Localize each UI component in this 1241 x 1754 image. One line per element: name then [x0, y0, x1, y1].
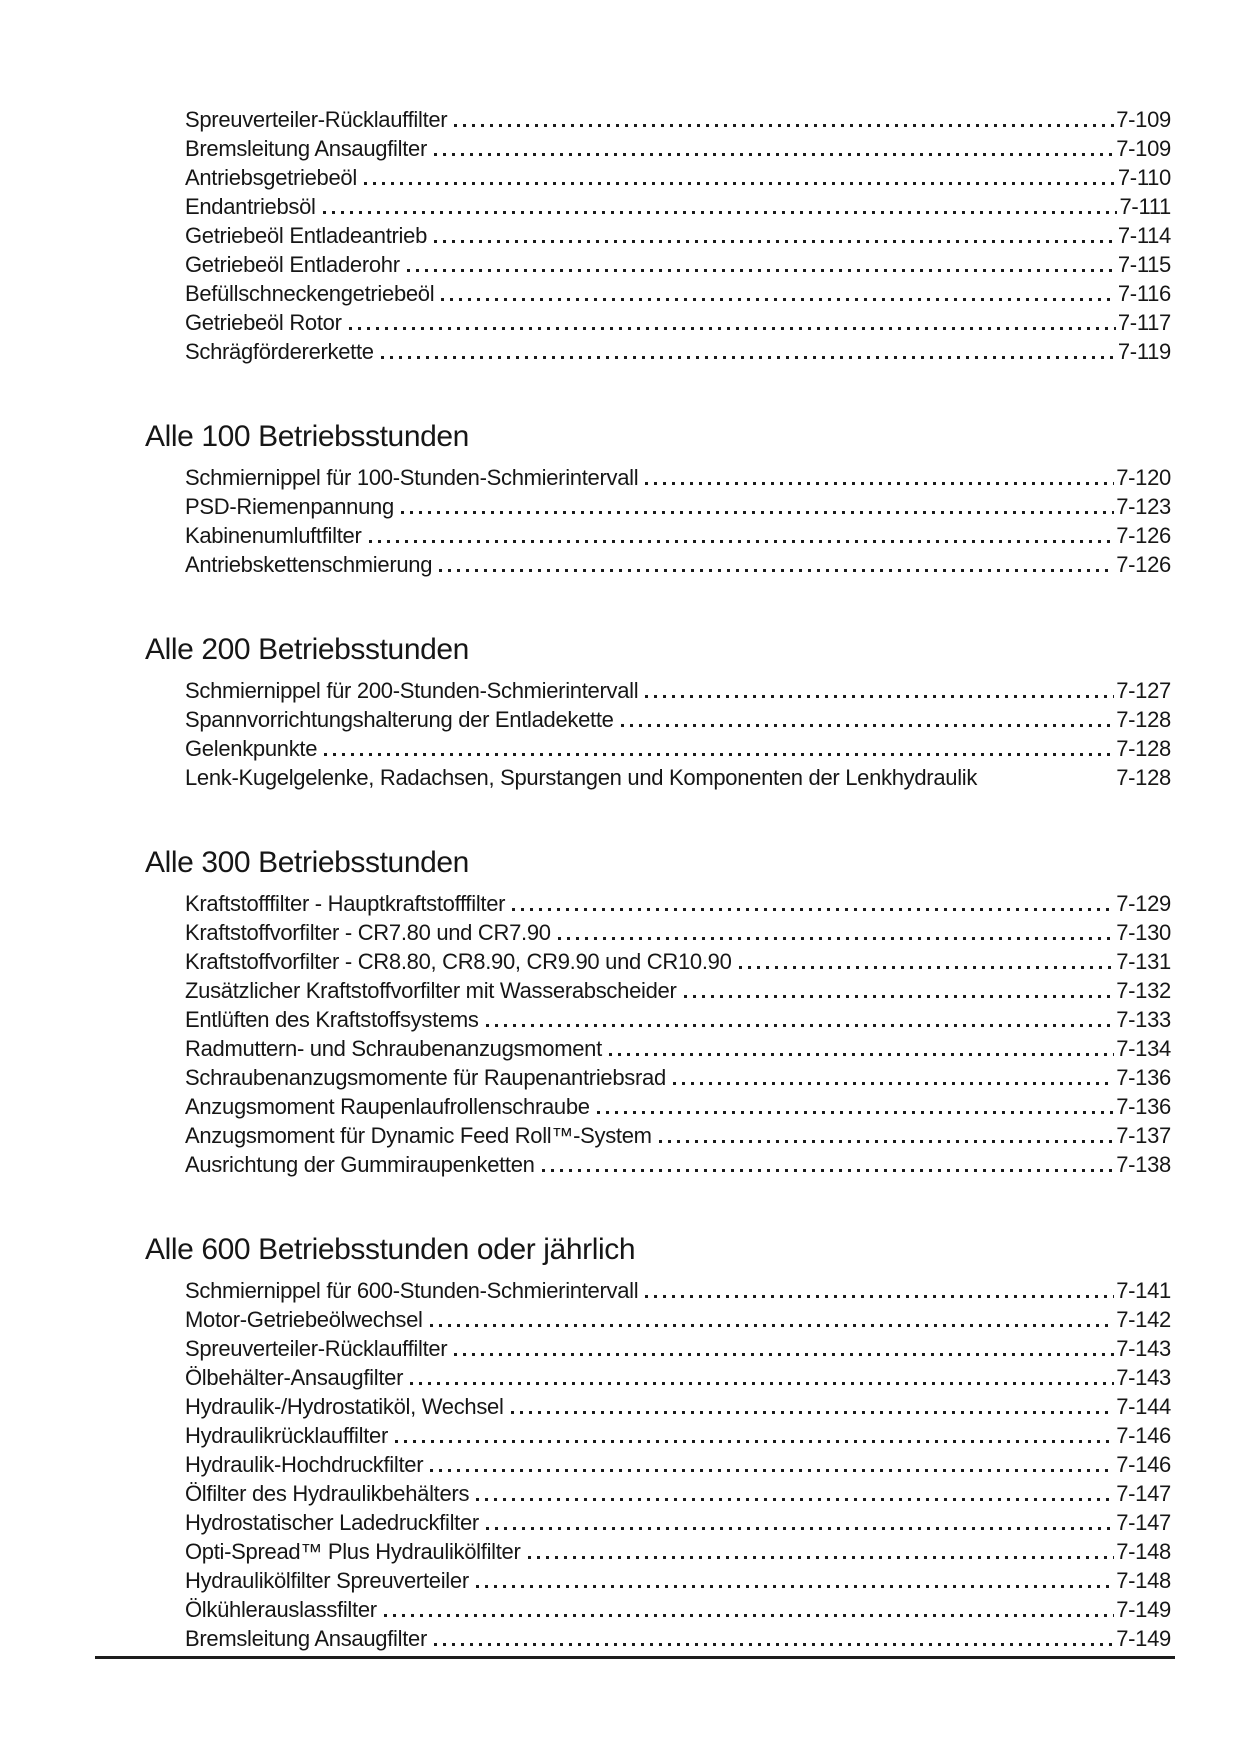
dot-leader	[410, 1382, 1114, 1385]
toc-entry-page-number: 7-119	[1117, 339, 1171, 364]
toc-entry-label: Schrägfördererkette	[185, 339, 374, 364]
toc-entry-page-number: 7-126	[1116, 523, 1171, 548]
toc-entry	[185, 704, 1171, 733]
toc-entry-page-number: 7-130	[1116, 920, 1171, 945]
toc-entry-label: Ölkühlerauslassfilter	[185, 1597, 377, 1622]
toc-entry	[185, 917, 1171, 946]
toc-entry	[185, 249, 1171, 278]
toc-entry-page-number: 7-149	[1116, 1626, 1171, 1651]
toc-entry-label: Antriebsgetriebeöl	[185, 165, 357, 190]
section-entries	[185, 104, 1171, 365]
toc-entry-label: Getriebeöl Entladeantrieb	[185, 223, 427, 248]
toc-entry	[185, 888, 1171, 917]
toc-entry	[185, 1594, 1171, 1623]
toc-entry	[185, 278, 1171, 307]
toc-entry-label: Kabinenumluftfilter	[185, 523, 362, 548]
toc-entry-label: Radmuttern- und Schraubenanzugsmoment	[185, 1036, 602, 1061]
dot-leader	[486, 1024, 1115, 1027]
toc-entry	[185, 975, 1171, 1004]
toc-entry-page-number: 7-143	[1116, 1336, 1171, 1361]
toc-entry-page-number: 7-138	[1116, 1152, 1171, 1177]
toc-entry-label: Schmiernippel für 100-Stunden-Schmierintervall	[185, 465, 639, 490]
dot-leader	[542, 1169, 1115, 1172]
toc-entry-page-number: 7-143	[1116, 1365, 1171, 1390]
toc-entry	[185, 220, 1171, 249]
toc-section	[145, 1233, 1171, 1652]
toc-entry	[185, 1333, 1171, 1362]
toc-entry-page-number: 7-120	[1116, 465, 1171, 490]
toc-entry-label: Entlüften des Kraftstoffsystems	[185, 1007, 479, 1032]
toc-entry-page-number: 7-142	[1116, 1307, 1171, 1332]
toc-entry-label: Hydraulik-/Hydrostatiköl, Wechsel	[185, 1394, 504, 1419]
toc-entry-page-number: 7-123	[1116, 494, 1171, 519]
toc-entry-label: Hydraulikrücklauffilter	[185, 1423, 388, 1448]
toc-entry-page-number: 7-148	[1116, 1568, 1171, 1593]
toc-entry	[185, 733, 1171, 762]
toc-entry	[185, 307, 1171, 336]
dot-leader	[401, 511, 1114, 514]
section-heading: Alle 300 Betriebsstunden	[145, 846, 469, 879]
toc-entry-page-number: 7-116	[1117, 281, 1171, 306]
dot-leader	[364, 182, 1116, 185]
toc-entry	[185, 1120, 1171, 1149]
table-of-contents	[145, 104, 1171, 1652]
toc-entry-label: Schraubenanzugsmomente für Raupenantriebsrad	[185, 1065, 666, 1090]
dot-leader	[395, 1440, 1114, 1443]
dot-leader	[407, 269, 1116, 272]
toc-entry-page-number: 7-111	[1119, 194, 1171, 219]
toc-section	[145, 104, 1171, 365]
dot-leader	[597, 1111, 1115, 1114]
toc-entry-label: Bremsleitung Ansaugfilter	[185, 1626, 427, 1651]
toc-entry	[185, 1391, 1171, 1420]
toc-entry-label: Befüllschneckengetriebeöl	[185, 281, 435, 306]
toc-entry	[185, 1275, 1171, 1304]
toc-entry-page-number: 7-147	[1116, 1510, 1171, 1535]
section-entries	[185, 888, 1171, 1178]
toc-entry	[185, 336, 1171, 365]
dot-leader	[977, 788, 1116, 791]
toc-entry-label: Gelenkpunkte	[185, 736, 318, 761]
toc-entry-page-number: 7-110	[1117, 165, 1171, 190]
dot-leader	[609, 1053, 1114, 1056]
toc-entry-page-number: 7-137	[1116, 1123, 1171, 1148]
dot-leader	[684, 995, 1115, 998]
toc-entry-page-number: 7-148	[1116, 1539, 1171, 1564]
toc-entry-page-number: 7-134	[1116, 1036, 1171, 1061]
toc-entry-label: Ölfilter des Hydraulikbehälters	[185, 1481, 470, 1506]
toc-entry	[185, 1033, 1171, 1062]
toc-entry-page-number: 7-141	[1116, 1278, 1171, 1303]
toc-entry-label: Kraftstofffilter - Hauptkraftstofffilter	[185, 891, 506, 916]
dot-leader	[645, 1295, 1114, 1298]
dot-leader	[476, 1498, 1114, 1501]
toc-entry-label: Lenk-Kugelgelenke, Radachsen, Spurstangen und Komponenten der Lenkhydraulik	[185, 765, 978, 790]
toc-entry	[185, 462, 1171, 491]
dot-leader	[454, 1353, 1114, 1356]
toc-entry	[185, 1091, 1171, 1120]
toc-entry-page-number: 7-128	[1116, 736, 1171, 761]
dot-leader	[659, 1140, 1115, 1143]
dot-leader	[621, 724, 1115, 727]
toc-entry-page-number: 7-109	[1116, 107, 1171, 132]
dot-leader	[324, 753, 1114, 756]
toc-entry-page-number: 7-129	[1116, 891, 1171, 916]
toc-entry	[185, 1449, 1171, 1478]
toc-section	[145, 846, 1171, 1178]
toc-entry-label: Hydrostatischer Ladedruckfilter	[185, 1510, 479, 1535]
toc-entry	[185, 1004, 1171, 1033]
dot-leader	[645, 695, 1114, 698]
toc-entry	[185, 946, 1171, 975]
toc-entry	[185, 133, 1171, 162]
toc-entry-label: Schmiernippel für 200-Stunden-Schmierintervall	[185, 678, 639, 703]
toc-entry	[185, 1507, 1171, 1536]
toc-entry-label: Kraftstoffvorfilter - CR8.80, CR8.90, CR9.90 und CR10.90	[185, 949, 732, 974]
toc-entry-label: Hydraulikölfilter Spreuverteiler	[185, 1568, 469, 1593]
toc-entry-label: Spannvorrichtungshalterung der Entladekette	[185, 707, 614, 732]
toc-entry-label: Ölbehälter-Ansaugfilter	[185, 1365, 404, 1390]
dot-leader	[476, 1585, 1114, 1588]
toc-entry-page-number: 7-117	[1117, 310, 1171, 335]
toc-entry-label: Getriebeöl Rotor	[185, 310, 342, 335]
toc-entry-label: Endantriebsöl	[185, 194, 316, 219]
dot-leader	[739, 966, 1115, 969]
toc-entry	[185, 762, 1171, 791]
toc-entry-page-number: 7-133	[1116, 1007, 1171, 1032]
dot-leader	[349, 327, 1116, 330]
toc-entry-label: Spreuverteiler-Rücklauffilter	[185, 107, 448, 132]
toc-entry	[185, 104, 1171, 133]
dot-leader	[512, 908, 1114, 911]
dot-leader	[511, 1411, 1115, 1414]
toc-entry	[185, 162, 1171, 191]
toc-entry-page-number: 7-128	[1116, 707, 1171, 732]
dot-leader	[434, 240, 1116, 243]
toc-entry-label: Motor-Getriebeölwechsel	[185, 1307, 423, 1332]
toc-entry-page-number: 7-109	[1116, 136, 1171, 161]
toc-entry	[185, 1565, 1171, 1594]
toc-entry	[185, 675, 1171, 704]
toc-entry-page-number: 7-128	[1116, 765, 1171, 790]
dot-leader	[430, 1324, 1115, 1327]
toc-entry-page-number: 7-147	[1116, 1481, 1171, 1506]
toc-entry	[185, 1362, 1171, 1391]
toc-entry-label: Getriebeöl Entladerohr	[185, 252, 400, 277]
toc-section	[145, 420, 1171, 578]
toc-entry	[185, 1149, 1171, 1178]
toc-entry-page-number: 7-146	[1116, 1423, 1171, 1448]
toc-entry-label: Bremsleitung Ansaugfilter	[185, 136, 427, 161]
toc-entry-label: Opti-Spread™ Plus Hydraulikölfilter	[185, 1539, 521, 1564]
section-heading: Alle 600 Betriebsstunden oder jährlich	[145, 1233, 636, 1266]
toc-entry-page-number: 7-144	[1116, 1394, 1171, 1419]
toc-entry-page-number: 7-136	[1116, 1094, 1171, 1119]
toc-entry-label: Kraftstoffvorfilter - CR7.80 und CR7.90	[185, 920, 551, 945]
dot-leader	[454, 124, 1114, 127]
toc-entry	[185, 1623, 1171, 1652]
toc-entry-label: Hydraulik-Hochdruckfilter	[185, 1452, 424, 1477]
toc-entry-label: Anzugsmoment für Dynamic Feed Roll™-System	[185, 1123, 652, 1148]
toc-entry-page-number: 7-115	[1117, 252, 1171, 277]
dot-leader	[430, 1469, 1114, 1472]
toc-entry-label: Anzugsmoment Raupenlaufrollenschraube	[185, 1094, 590, 1119]
toc-entry	[185, 1304, 1171, 1333]
toc-entry-page-number: 7-132	[1116, 978, 1171, 1003]
toc-entry-label: Schmiernippel für 600-Stunden-Schmierintervall	[185, 1278, 639, 1303]
toc-entry	[185, 1536, 1171, 1565]
section-heading: Alle 100 Betriebsstunden	[145, 420, 469, 453]
toc-entry-label: PSD-Riemenpannung	[185, 494, 394, 519]
toc-entry-page-number: 7-146	[1116, 1452, 1171, 1477]
dot-leader	[486, 1527, 1114, 1530]
dot-leader	[434, 153, 1114, 156]
toc-entry	[185, 549, 1171, 578]
dot-leader	[439, 569, 1114, 572]
toc-entry	[185, 191, 1171, 220]
dot-leader	[323, 211, 1118, 214]
dot-leader	[558, 937, 1114, 940]
footer-rule	[95, 1656, 1175, 1659]
toc-entry-label: Zusätzlicher Kraftstoffvorfilter mit Wasserabscheider	[185, 978, 677, 1003]
section-entries	[185, 1275, 1171, 1652]
dot-leader	[434, 1643, 1114, 1646]
toc-entry	[185, 1420, 1171, 1449]
toc-entry-page-number: 7-126	[1116, 552, 1171, 577]
toc-entry	[185, 1478, 1171, 1507]
dot-leader	[381, 356, 1116, 359]
toc-section	[145, 633, 1171, 791]
toc-entry-page-number: 7-131	[1116, 949, 1171, 974]
toc-entry-page-number: 7-114	[1117, 223, 1171, 248]
dot-leader	[645, 482, 1114, 485]
toc-entry	[185, 491, 1171, 520]
dot-leader	[441, 298, 1116, 301]
dot-leader	[528, 1556, 1115, 1559]
section-entries	[185, 462, 1171, 578]
dot-leader	[673, 1082, 1114, 1085]
dot-leader	[369, 540, 1115, 543]
section-heading: Alle 200 Betriebsstunden	[145, 633, 469, 666]
toc-entry-page-number: 7-127	[1116, 678, 1171, 703]
toc-entry-label: Antriebskettenschmierung	[185, 552, 433, 577]
section-entries	[185, 675, 1171, 791]
toc-entry-label: Ausrichtung der Gummiraupenketten	[185, 1152, 535, 1177]
toc-entry	[185, 1062, 1171, 1091]
dot-leader	[384, 1614, 1114, 1617]
toc-entry	[185, 520, 1171, 549]
toc-entry-page-number: 7-149	[1116, 1597, 1171, 1622]
toc-entry-page-number: 7-136	[1116, 1065, 1171, 1090]
toc-entry-label: Spreuverteiler-Rücklauffilter	[185, 1336, 448, 1361]
